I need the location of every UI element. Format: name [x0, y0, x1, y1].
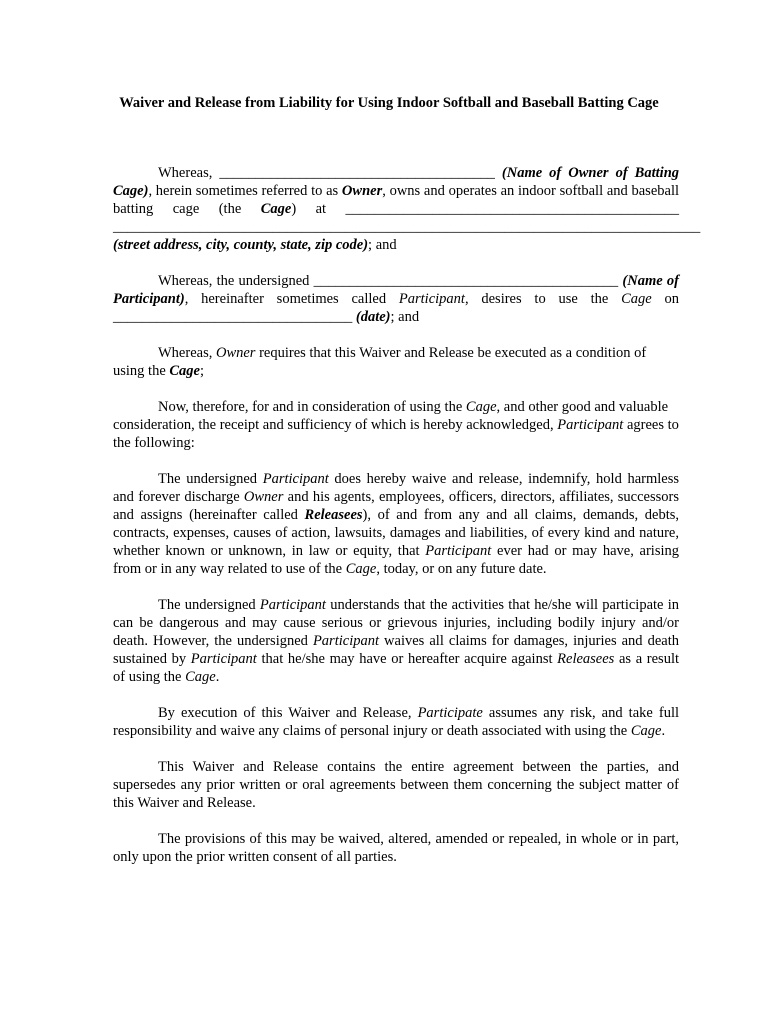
text: assumes any risk, and take full responsibility and waive any claims of personal injury or death associated with using the: [113, 705, 679, 739]
term-releasees: Releasees: [304, 507, 363, 523]
document-body: [113, 164, 701, 884]
text: agrees to the following:: [113, 417, 679, 451]
text: .: [661, 723, 666, 739]
text: that he/she may have or hereafter acquire against: [256, 651, 558, 667]
text: , and other good and valuable consideration, the receipt and sufficiency of which is hereby acknowledged,: [113, 399, 669, 433]
term-cage: Cage: [260, 201, 292, 217]
term-participant: Participant: [190, 651, 257, 667]
owner-blank: Whereas, ______________________________________: [158, 165, 502, 181]
owner-label: (Name of Owner of Batting Cage): [113, 165, 680, 199]
paragraph-condition: [113, 344, 679, 380]
text: Whereas,: [158, 345, 216, 361]
text: The undersigned: [158, 597, 260, 613]
text: as a result of using the: [113, 651, 680, 685]
term-participant: Participant: [425, 543, 492, 559]
text: ;: [200, 363, 205, 379]
paragraph-owner: [113, 164, 701, 254]
term-releasees: Releasees: [557, 651, 615, 667]
term-owner: Owner: [215, 345, 256, 361]
text: , owns and operates an indoor softball and baseball batting cage (the: [113, 183, 680, 217]
text: requires that this Waiver and Release be executed as a condition of using the: [113, 345, 647, 379]
term-cage: Cage: [621, 291, 652, 307]
paragraph-release: [113, 470, 679, 578]
participant-label: (Name of Participant): [113, 273, 679, 307]
term-participant: Participant: [557, 417, 624, 433]
date-blank: on _________________________________: [113, 291, 679, 325]
term-cage: Cage: [465, 399, 497, 415]
paragraph-participant: [113, 272, 679, 326]
text: and his agents, employees, officers, directors, affiliates, successors and assigns (hereinafter called: [113, 489, 679, 523]
text: By execution of this Waiver and Release,: [158, 705, 418, 721]
text: , desires to use the: [464, 291, 622, 307]
text: waives all claims for damages, injuries and death sustained by: [113, 633, 679, 667]
document-title: Waiver and Release from Liability for Using Indoor Softball and Baseball Batting Cage: [119, 95, 659, 111]
participant-blank: Whereas, the undersigned __________________________________________: [158, 273, 623, 289]
text: The undersigned: [158, 471, 263, 487]
text: Now, therefore, for and in consideration of using the: [158, 399, 466, 415]
text: ; and: [390, 309, 420, 325]
text: does hereby waive and release, indemnify, hold harmless and forever discharge: [113, 471, 680, 505]
paragraph-amendment: The provisions of this may be waived, altered, amended or repealed, in whole or in part, only upon the prior written consent of all parties.: [113, 831, 679, 865]
text: , herein sometimes referred to as: [148, 183, 342, 199]
text: understands that the activities that he/she will participate in can be dangerous and may cause serious or grievous injuries, including bodily injury and/or death. However, the undersigned: [113, 597, 680, 649]
term-participant: Participant: [398, 291, 465, 307]
term-cage: Cage: [185, 669, 216, 685]
paragraph-entire-agreement: This Waiver and Release contains the entire agreement between the parties, and supersedes any prior written or oral agreements between them concerning the subject matter of this Waiver and Release.: [113, 759, 679, 811]
term-owner: Owner: [341, 183, 383, 199]
text: , today, or on any future date.: [376, 561, 547, 577]
term-cage: Cage: [169, 363, 200, 379]
address-label: (street address, city, county, state, zip code): [113, 237, 369, 253]
text: ; and: [368, 237, 397, 253]
term-participant: Participant: [312, 633, 380, 649]
address-blank: ) at ______________________________________________ _________________________________________________________________________________: [113, 201, 701, 235]
term-participant: Participant: [262, 471, 329, 487]
text: , hereinafter sometimes called: [184, 291, 399, 307]
date-label: (date): [355, 309, 391, 325]
paragraph-execution: [113, 704, 679, 740]
paragraph-risk: [113, 596, 679, 686]
term-owner: Owner: [243, 489, 284, 505]
term-cage: Cage: [630, 723, 662, 739]
text: ever had or may have, arising from or in any way related to use of the: [113, 543, 679, 577]
term-participant: Participant: [259, 597, 326, 613]
term-cage: Cage: [345, 561, 377, 577]
paragraph-consideration: [113, 398, 679, 452]
term-participate: Participate: [417, 705, 483, 721]
text: .: [215, 669, 220, 685]
text: ), of and from any and all claims, demands, debts, contracts, expenses, causes of action, lawsuits, damages and liabilities, of every kind and nature, whether known or unknown, in law or equity, that: [113, 507, 679, 559]
